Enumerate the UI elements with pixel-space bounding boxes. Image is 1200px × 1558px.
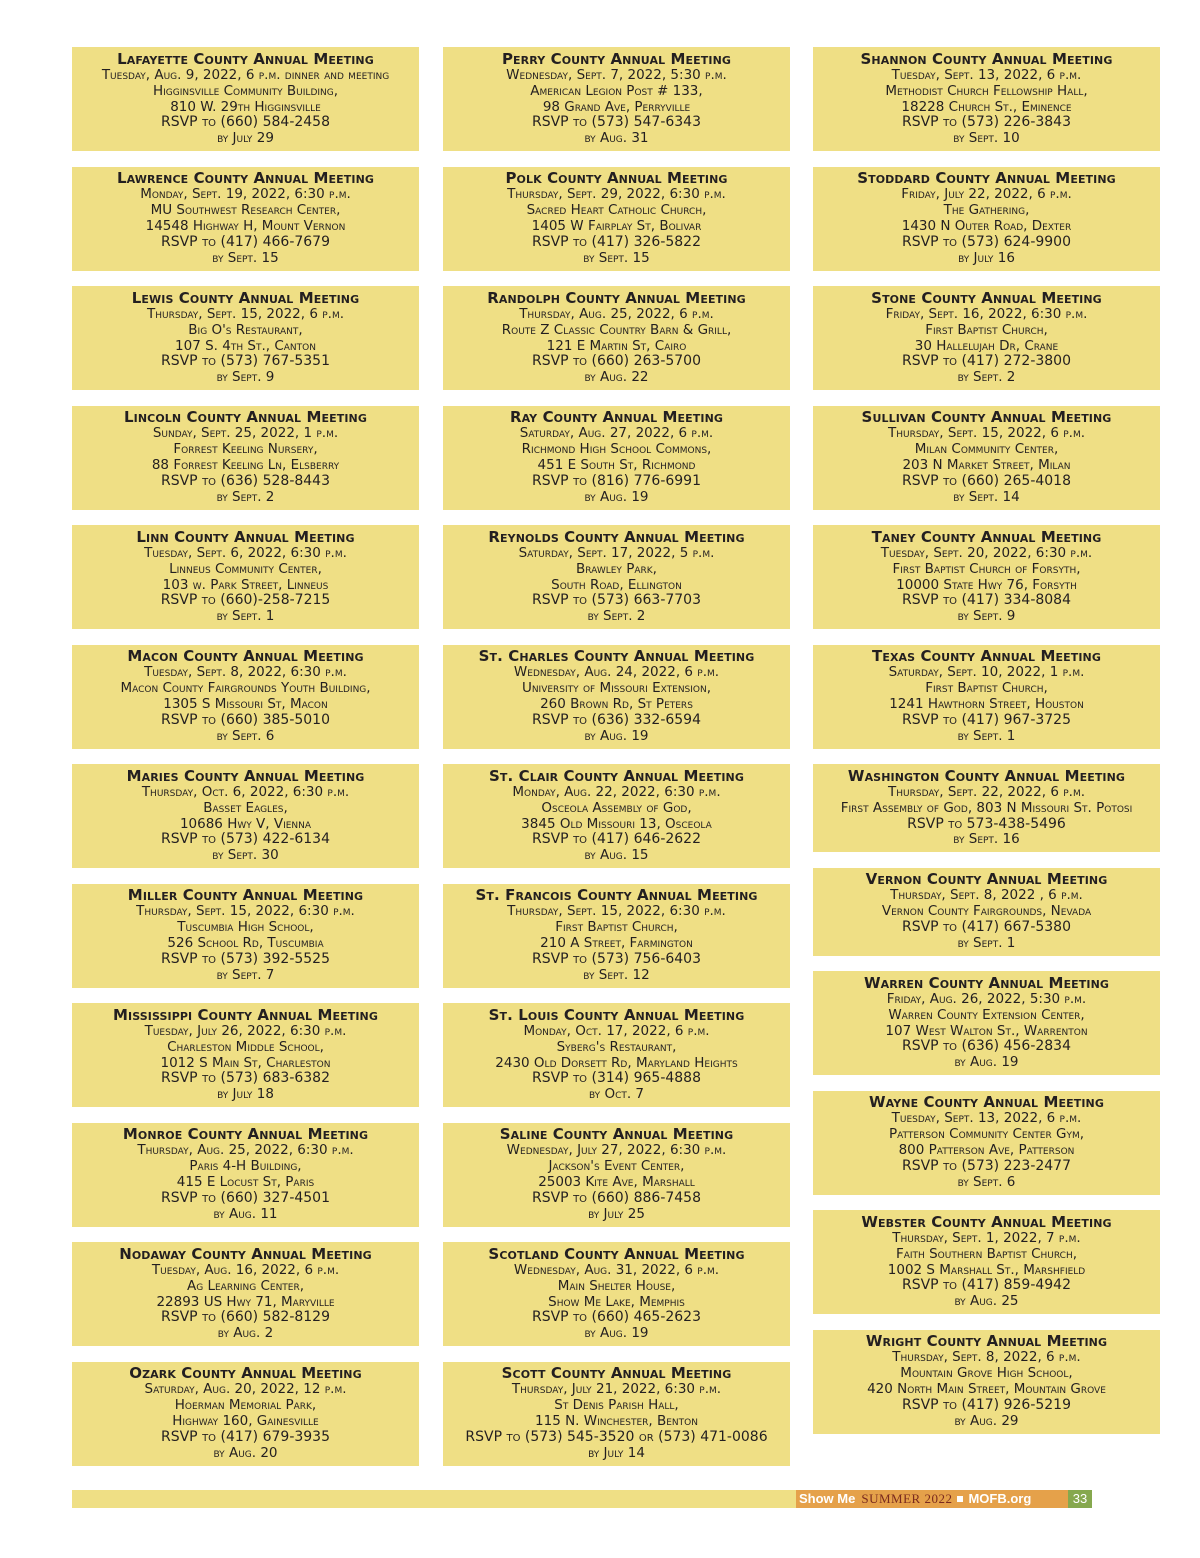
meeting-rsvp: RSVP to (417) 646-2622 (531, 831, 701, 848)
meeting-card (813, 47, 1160, 151)
meeting-detail: Tuesday, Aug. 9, 2022, 6 p.m. dinner and meeting (101, 66, 390, 83)
meeting-card (72, 286, 419, 390)
column-3 (813, 47, 1160, 1449)
meeting-rsvp: RSVP to (636) 332-6594 (531, 711, 701, 728)
meeting-detail: Milan Community Center, (914, 441, 1059, 458)
meeting-detail: 88 Forrest Keeling Ln, Elsberry (151, 457, 340, 474)
meeting-detail: Tuesday, Sept. 6, 2022, 6:30 p.m. (144, 544, 347, 561)
meeting-title: Lewis County Annual Meeting (131, 288, 360, 307)
meeting-detail: Richmond High School Commons, (521, 441, 712, 458)
meeting-detail: Thursday, Sept. 15, 2022, 6:30 p.m. (507, 903, 726, 920)
column-1 (72, 47, 419, 1481)
meeting-rsvp: RSVP to (573) 422-6134 (160, 831, 330, 848)
meeting-card (813, 286, 1160, 390)
meeting-deadline: by July 18 (217, 1086, 274, 1103)
meeting-rsvp: RSVP to (660)-258-7215 (160, 592, 331, 609)
meeting-deadline: by Oct. 7 (588, 1086, 645, 1103)
meeting-rsvp: RSVP to (417) 679-3935 (160, 1428, 330, 1445)
meeting-detail: 420 North Main Street, Mountain Grove (867, 1381, 1106, 1398)
meeting-detail: Thursday, Oct. 6, 2022, 6:30 p.m. (141, 783, 350, 800)
meeting-deadline: by Aug. 19 (584, 727, 649, 744)
meeting-card (443, 645, 790, 749)
meeting-title: Scotland County Annual Meeting (488, 1244, 745, 1263)
meeting-detail: Thursday, July 21, 2022, 6:30 p.m. (511, 1381, 722, 1398)
meeting-title: Stone County Annual Meeting (871, 288, 1102, 307)
meeting-detail: Saturday, Aug. 27, 2022, 6 p.m. (519, 425, 714, 442)
meeting-title: Webster County Annual Meeting (861, 1212, 1112, 1231)
page-number: 33 (1068, 1490, 1092, 1508)
meeting-deadline: by Sept. 6 (216, 727, 275, 744)
meeting-detail: Jackson's Event Center, (548, 1158, 685, 1175)
meeting-rsvp: RSVP to (660) 465-2623 (531, 1309, 701, 1326)
meeting-detail: 1430 N Outer Road, Dexter (901, 218, 1072, 235)
meeting-detail: Tuesday, Sept. 13, 2022, 6 p.m. (891, 66, 1082, 83)
footer-dot-icon (957, 1496, 963, 1502)
meeting-detail: Hoerman Memorial Park, (174, 1397, 317, 1414)
meeting-detail: Wednesday, Sept. 7, 2022, 5:30 p.m. (506, 66, 727, 83)
meeting-detail: Wednesday, July 27, 2022, 6:30 p.m. (506, 1142, 727, 1159)
meeting-card (72, 525, 419, 629)
meeting-detail: 210 A Street, Farmington (540, 935, 693, 952)
meeting-title: Reynolds County Annual Meeting (488, 527, 745, 546)
meeting-title: Sullivan County Annual Meeting (861, 408, 1112, 427)
meeting-detail: Big O's Restaurant, (188, 321, 303, 338)
meeting-card (72, 47, 419, 151)
meeting-rsvp: RSVP to (573) 226-3843 (901, 114, 1071, 131)
meeting-deadline: by July 16 (958, 249, 1015, 266)
meeting-deadline: by Sept. 9 (216, 369, 275, 386)
meeting-rsvp: RSVP to (816) 776-6991 (531, 472, 701, 489)
meeting-rsvp: RSVP to (660) 327-4501 (160, 1189, 330, 1206)
meeting-detail: 260 Brown Rd, St Peters (540, 696, 693, 713)
meeting-detail: 800 Patterson Ave, Patterson (898, 1142, 1075, 1159)
meeting-rsvp: RSVP to (573) 547-6343 (531, 114, 701, 131)
meeting-detail: Higginsville Community Building, (152, 82, 339, 99)
meeting-detail: Tuesday, Sept. 13, 2022, 6 p.m. (891, 1110, 1082, 1127)
meeting-detail: 10000 State Hwy 76, Forsyth (896, 576, 1077, 593)
meeting-rsvp: RSVP to (660) 263-5700 (531, 353, 701, 370)
meeting-rsvp: RSVP to (573) 545-3520 or (573) 471-0086 (465, 1428, 768, 1445)
meeting-deadline: by Sept. 2 (587, 608, 646, 625)
meeting-card (813, 167, 1160, 271)
meeting-card (443, 1242, 790, 1346)
meeting-detail: 103 w. Park Street, Linneus (162, 576, 329, 593)
meeting-detail: Tuscumbia High School, (177, 919, 314, 936)
meeting-deadline: by July 29 (217, 130, 274, 147)
meeting-title: Texas County Annual Meeting (872, 647, 1101, 666)
meeting-title: Ozark County Annual Meeting (129, 1364, 362, 1383)
meeting-card (813, 764, 1160, 852)
meeting-deadline: by Aug. 22 (584, 369, 649, 386)
meeting-deadline: by Aug. 11 (213, 1205, 278, 1222)
meeting-title: St. Louis County Annual Meeting (488, 1005, 745, 1024)
meeting-rsvp: RSVP to (573) 767-5351 (160, 353, 330, 370)
meeting-card (813, 525, 1160, 629)
meeting-title: Linn County Annual Meeting (136, 527, 355, 546)
meeting-detail: Syberg's Restaurant, (556, 1038, 677, 1055)
meeting-detail: Thursday, Aug. 25, 2022, 6 p.m. (519, 305, 714, 322)
meeting-detail: 107 West Walton St., Warrenton (885, 1022, 1088, 1039)
meeting-deadline: by Aug. 20 (213, 1444, 278, 1461)
meeting-card (813, 868, 1160, 956)
meeting-title: Taney County Annual Meeting (871, 527, 1102, 546)
meeting-detail: Wednesday, Aug. 31, 2022, 6 p.m. (513, 1261, 720, 1278)
meeting-card (72, 764, 419, 868)
meeting-card (813, 645, 1160, 749)
meeting-deadline: by Sept. 1 (216, 608, 275, 625)
meeting-deadline: by Sept. 2 (957, 369, 1016, 386)
meeting-card (443, 286, 790, 390)
meeting-detail: 1241 Hawthorn Street, Houston (889, 696, 1084, 713)
meeting-detail: Thursday, Sept. 15, 2022, 6 p.m. (888, 425, 1085, 442)
meeting-detail: 115 N. Winchester, Benton (535, 1413, 698, 1430)
meeting-detail: Thursday, Aug. 25, 2022, 6:30 p.m. (137, 1142, 354, 1159)
meeting-card (443, 764, 790, 868)
meeting-deadline: by Aug. 25 (954, 1293, 1019, 1310)
meeting-rsvp: RSVP to (314) 965-4888 (531, 1070, 701, 1087)
meeting-detail: Friday, July 22, 2022, 6 p.m. (901, 186, 1072, 203)
meeting-title: Warren County Annual Meeting (863, 973, 1110, 992)
meeting-detail: 22893 US Hwy 71, Maryville (156, 1293, 335, 1310)
meeting-card (72, 884, 419, 988)
meeting-card (72, 1362, 419, 1466)
meeting-title: Randolph County Annual Meeting (487, 288, 746, 307)
meeting-card (443, 406, 790, 510)
meeting-title: Maries County Annual Meeting (126, 766, 365, 785)
meeting-title: Mississippi County Annual Meeting (113, 1005, 378, 1024)
meeting-detail: St Denis Parish Hall, (554, 1397, 679, 1414)
meeting-detail: MU Southwest Research Center, (150, 202, 341, 219)
meeting-detail: Osceola Assembly of God, (541, 799, 692, 816)
meeting-detail: 3845 Old Missouri 13, Osceola (521, 815, 712, 832)
meeting-detail: Forrest Keeling Nursery, (173, 441, 318, 458)
meeting-title: St. Clair County Annual Meeting (489, 766, 744, 785)
meeting-card (813, 971, 1160, 1075)
meeting-rsvp: RSVP to (417) 667-5380 (901, 919, 1071, 935)
meeting-detail: Friday, Aug. 26, 2022, 5:30 p.m. (886, 990, 1087, 1007)
meeting-deadline: by Sept. 14 (953, 488, 1020, 505)
meeting-detail: Thursday, Sept. 22, 2022, 6 p.m. (888, 783, 1085, 800)
meeting-deadline: by Sept. 16 (953, 831, 1020, 848)
meeting-rsvp: RSVP to (660) 584-2458 (160, 114, 330, 131)
meeting-detail: Tuesday, Aug. 16, 2022, 6 p.m. (151, 1261, 340, 1278)
meeting-deadline: by Sept. 2 (216, 488, 275, 505)
meeting-rsvp: RSVP to (660) 886-7458 (531, 1189, 701, 1206)
meeting-title: Vernon County Annual Meeting (865, 870, 1108, 889)
meeting-rsvp: RSVP to (417) 859-4942 (901, 1277, 1071, 1294)
meeting-deadline: by Sept. 7 (216, 966, 275, 983)
meeting-detail: American Legion Post # 133, (530, 82, 703, 99)
meeting-card (72, 645, 419, 749)
meeting-card (813, 406, 1160, 510)
meeting-detail: First Baptist Church, (925, 321, 1048, 338)
meeting-rsvp: RSVP to (417) 926-5219 (901, 1396, 1071, 1413)
meeting-title: Lawrence County Annual Meeting (116, 169, 375, 188)
meeting-detail: Wednesday, Aug. 24, 2022, 6 p.m. (513, 664, 720, 681)
meeting-deadline: by Sept. 1 (957, 934, 1016, 951)
meeting-rsvp: RSVP to (573) 624-9900 (901, 233, 1071, 250)
meeting-detail: 810 W. 29th Higginsville (170, 98, 321, 115)
meeting-detail: 203 N Market Street, Milan (902, 457, 1071, 474)
meeting-detail: 1012 S Main St, Charleston (160, 1054, 331, 1071)
meeting-deadline: by Aug. 29 (954, 1412, 1019, 1429)
meeting-title: St. Francois County Annual Meeting (475, 886, 758, 905)
meeting-rsvp: RSVP to (417) 466-7679 (160, 233, 330, 250)
meeting-detail: 107 S. 4th St., Canton (175, 337, 316, 354)
meeting-detail: 10686 Hwy V, Vienna (179, 815, 312, 832)
meeting-detail: 98 Grand Ave, Perryville (542, 98, 691, 115)
meeting-deadline: by Sept. 30 (212, 847, 279, 864)
meeting-detail: 18228 Church St., Eminence (901, 98, 1072, 115)
meeting-rsvp: RSVP to (573) 756-6403 (531, 950, 701, 967)
meeting-detail: Patterson Community Center Gym, (888, 1126, 1085, 1143)
meeting-detail: Linneus Community Center, (169, 560, 322, 577)
meeting-detail: The Gathering, (943, 202, 1030, 219)
meeting-detail: Mountain Grove High School, (900, 1365, 1073, 1382)
meeting-detail: First Baptist Church, (925, 680, 1048, 697)
meeting-card (443, 167, 790, 271)
meeting-deadline: by Aug. 2 (217, 1325, 274, 1342)
meeting-card (813, 1210, 1160, 1314)
meeting-title: Shannon County Annual Meeting (860, 49, 1113, 68)
meeting-detail: Monday, Aug. 22, 2022, 6:30 p.m. (512, 783, 721, 800)
meeting-deadline: by Sept. 15 (583, 249, 650, 266)
meeting-card (813, 1091, 1160, 1195)
meeting-detail: 451 E South St, Richmond (537, 457, 696, 474)
meeting-card (443, 884, 790, 988)
meeting-title: Monroe County Annual Meeting (122, 1125, 369, 1144)
meeting-title: Stoddard County Annual Meeting (857, 169, 1116, 188)
meeting-detail: 2430 Old Dorsett Rd, Maryland Heights (495, 1054, 738, 1071)
meeting-detail: Highway 160, Gainesville (172, 1413, 319, 1430)
meeting-detail: Monday, Oct. 17, 2022, 6 p.m. (523, 1022, 710, 1039)
footer-label (796, 1490, 1068, 1508)
meeting-detail: Faith Southern Baptist Church, (895, 1245, 1078, 1262)
meeting-detail: Thursday, Sept. 8, 2022 , 6 p.m. (890, 887, 1083, 904)
meeting-deadline: by Sept. 9 (957, 608, 1016, 625)
meeting-detail: University of Missouri Extension, (521, 680, 712, 697)
meeting-deadline: by Aug. 19 (954, 1054, 1019, 1071)
meeting-card (443, 1123, 790, 1227)
meeting-rsvp: RSVP to (573) 223-2477 (901, 1157, 1071, 1174)
meeting-detail: Thursday, Sept. 1, 2022, 7 p.m. (892, 1229, 1081, 1246)
meeting-detail: First Baptist Church of Forsyth, (892, 560, 1081, 577)
meeting-detail: Main Shelter House, (557, 1277, 676, 1294)
meeting-detail: Thursday, Sept. 8, 2022, 6 p.m. (892, 1349, 1081, 1366)
meeting-title: Lincoln County Annual Meeting (124, 408, 367, 427)
meeting-deadline: by Aug. 19 (584, 1325, 649, 1342)
meeting-rsvp: RSVP to (417) 272-3800 (901, 353, 1071, 370)
meeting-detail: Tuesday, Sept. 20, 2022, 6:30 p.m. (880, 544, 1093, 561)
footer-season: SUMMER 2022 (861, 1491, 953, 1506)
meeting-rsvp: RSVP to (573) 683-6382 (160, 1070, 330, 1087)
meeting-deadline: by Aug. 15 (584, 847, 649, 864)
meeting-title: Perry County Annual Meeting (501, 49, 732, 68)
meeting-detail: Friday, Sept. 16, 2022, 6:30 p.m. (885, 305, 1088, 322)
meeting-detail: Saturday, Sept. 17, 2022, 5 p.m. (518, 544, 715, 561)
meeting-deadline: by Sept. 12 (583, 966, 650, 983)
meeting-detail: Monday, Sept. 19, 2022, 6:30 p.m. (140, 186, 351, 203)
meeting-title: Ray County Annual Meeting (509, 408, 724, 427)
meeting-title: Miller County Annual Meeting (127, 886, 364, 905)
meeting-detail: Paris 4-H Building, (189, 1158, 302, 1175)
meeting-deadline: by Sept. 1 (957, 727, 1016, 744)
meeting-detail: Methodist Church Fellowship Hall, (885, 82, 1088, 99)
meeting-detail: Show Me Lake, Memphis (548, 1293, 685, 1310)
meeting-detail: 1305 S Missouri St, Macon (163, 696, 328, 713)
meeting-detail: Thursday, Sept. 15, 2022, 6 p.m. (147, 305, 344, 322)
meeting-rsvp: RSVP to (636) 528-8443 (160, 472, 330, 489)
meeting-detail: Charleston Middle School, (167, 1038, 324, 1055)
meeting-card (443, 525, 790, 629)
meeting-title: Lafayette County Annual Meeting (117, 49, 374, 68)
meeting-deadline: by July 25 (588, 1205, 645, 1222)
meeting-detail: Sunday, Sept. 25, 2022, 1 p.m. (152, 425, 339, 442)
column-2 (443, 47, 790, 1481)
meeting-detail: Route Z Classic Country Barn & Grill, (501, 321, 732, 338)
meeting-detail: 526 School Rd, Tuscumbia (167, 935, 324, 952)
meeting-rsvp: RSVP to (660) 385-5010 (160, 711, 330, 728)
meeting-detail: 30 Hallelujah Dr, Crane (914, 337, 1059, 354)
meeting-rsvp: RSVP to (417) 326-5822 (531, 233, 701, 250)
meeting-card (72, 1123, 419, 1227)
meeting-deadline: by Sept. 6 (957, 1173, 1016, 1190)
meeting-deadline: by Aug. 19 (584, 488, 649, 505)
meeting-detail: Macon County Fairgrounds Youth Building, (120, 680, 371, 697)
meeting-detail: Vernon County Fairgrounds, Nevada (881, 903, 1092, 920)
meeting-rsvp: RSVP to (417) 334-8084 (901, 592, 1071, 609)
meeting-detail: 25003 Kite Ave, Marshall (538, 1174, 695, 1191)
meeting-card (72, 1003, 419, 1107)
meeting-title: Scott County Annual Meeting (501, 1364, 732, 1383)
footer-brand: Show Me (799, 1491, 856, 1506)
meeting-detail: Sacred Heart Catholic Church, (526, 202, 707, 219)
meeting-card (72, 406, 419, 510)
meeting-detail: Brawley Park, (576, 560, 657, 577)
meeting-detail: 415 E Locust St, Paris (176, 1174, 315, 1191)
meeting-rsvp: RSVP to 573-438-5496 (907, 815, 1066, 832)
meeting-card (813, 1330, 1160, 1434)
meeting-detail: First Baptist Church, (555, 919, 678, 936)
meeting-card (72, 167, 419, 271)
meeting-detail: Tuesday, July 26, 2022, 6:30 p.m. (144, 1022, 347, 1039)
meeting-detail: 1405 W Fairplay St, Bolivar (531, 218, 702, 235)
meeting-rsvp: RSVP to (417) 967-3725 (901, 711, 1071, 728)
meeting-deadline: by Aug. 31 (584, 130, 649, 147)
meeting-detail: Warren County Extension Center, (888, 1006, 1085, 1023)
meeting-rsvp: RSVP to (660) 265-4018 (901, 472, 1071, 489)
meeting-deadline: by July 14 (588, 1444, 645, 1461)
meeting-card (443, 1003, 790, 1107)
meeting-detail: Saturday, Sept. 10, 2022, 1 p.m. (888, 664, 1085, 681)
meeting-detail: Tuesday, Sept. 8, 2022, 6:30 p.m. (144, 664, 347, 681)
meeting-title: Macon County Annual Meeting (127, 647, 364, 666)
meeting-card (443, 1362, 790, 1466)
meeting-detail: South Road, Ellington (551, 576, 682, 593)
footer-site: MOFB.org (968, 1491, 1032, 1506)
meeting-detail: First Assembly of God, 803 N Missouri St. Potosi (840, 799, 1133, 816)
meeting-title: Saline County Annual Meeting (499, 1125, 734, 1144)
meeting-rsvp: RSVP to (573) 663-7703 (531, 592, 701, 609)
meeting-title: Polk County Annual Meeting (505, 169, 728, 188)
meeting-title: Wright County Annual Meeting (865, 1332, 1108, 1351)
meeting-title: Nodaway County Annual Meeting (119, 1244, 372, 1263)
meeting-detail: Ag Learning Center, (186, 1277, 305, 1294)
meeting-title: St. Charles County Annual Meeting (478, 647, 755, 666)
meeting-title: Wayne County Annual Meeting (869, 1093, 1104, 1112)
meeting-deadline: by Sept. 10 (953, 130, 1020, 147)
meeting-rsvp: RSVP to (636) 456-2834 (901, 1038, 1071, 1055)
meeting-card (72, 1242, 419, 1346)
meeting-card (443, 47, 790, 151)
meeting-detail: 121 E Martin St, Cairo (546, 337, 687, 354)
meeting-rsvp: RSVP to (660) 582-8129 (160, 1309, 330, 1326)
meeting-detail: 1002 S Marshall St., Marshfield (887, 1261, 1086, 1278)
meeting-detail: 14548 Highway H, Mount Vernon (145, 218, 346, 235)
meeting-rsvp: RSVP to (573) 392-5525 (160, 950, 330, 967)
meeting-detail: Thursday, Sept. 29, 2022, 6:30 p.m. (507, 186, 726, 203)
meeting-detail: Basset Eagles, (203, 799, 288, 816)
meeting-deadline: by Sept. 15 (212, 249, 279, 266)
meeting-detail: Saturday, Aug. 20, 2022, 12 p.m. (144, 1381, 347, 1398)
meeting-detail: Thursday, Sept. 15, 2022, 6:30 p.m. (136, 903, 355, 920)
meeting-title: Washington County Annual Meeting (847, 766, 1126, 785)
